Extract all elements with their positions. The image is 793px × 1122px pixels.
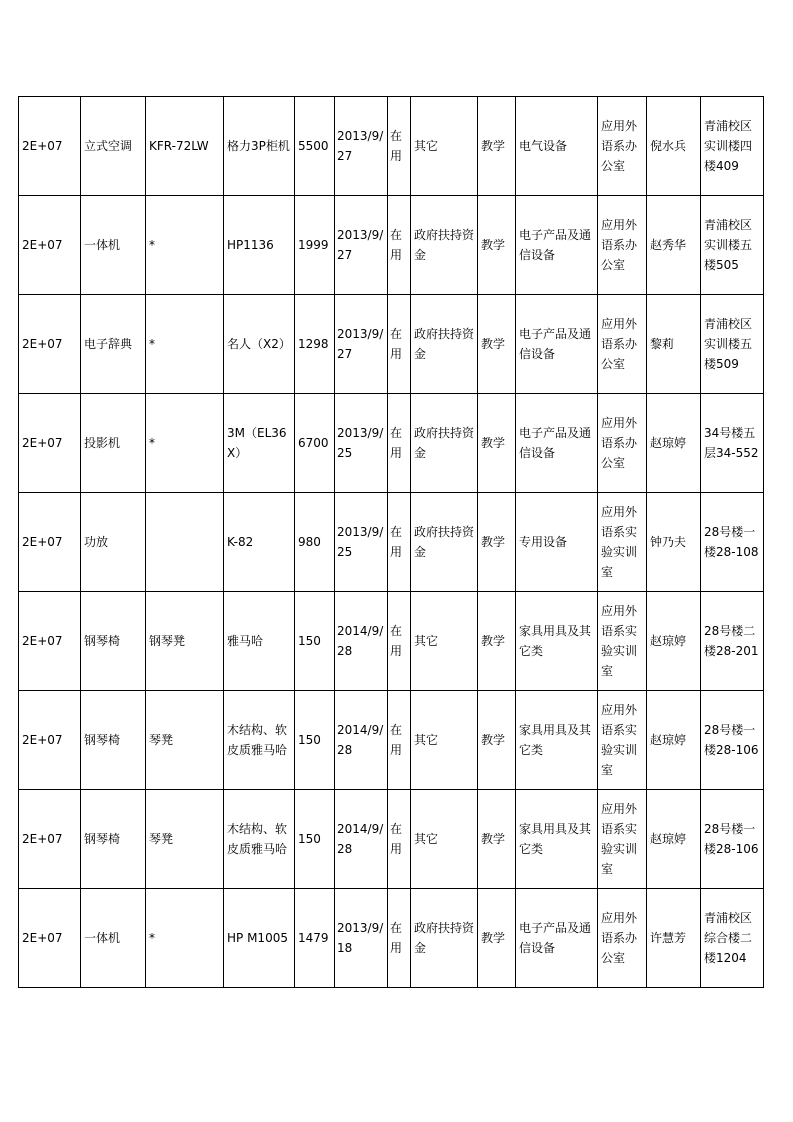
department-cell: 应用外语系办公室 — [598, 295, 647, 394]
asset-category-cell: * — [146, 394, 224, 493]
asset-category-cell: * — [146, 889, 224, 988]
asset-type-cell: 电气设备 — [516, 97, 598, 196]
asset-category-cell: * — [146, 196, 224, 295]
table-row — [19, 295, 764, 394]
keeper-cell: 赵琼婷 — [647, 592, 701, 691]
asset-type-cell: 家具用具及其它类 — [516, 790, 598, 889]
location-cell: 28号楼一楼28-106 — [701, 790, 764, 889]
asset-price-cell: 5500 — [295, 97, 335, 196]
asset-model-cell: 木结构、软皮质雅马哈 — [224, 691, 295, 790]
table-row — [19, 97, 764, 196]
asset-name-cell: 一体机 — [81, 889, 146, 988]
department-cell: 应用外语系实验实训室 — [598, 691, 647, 790]
asset-id-cell: 2E+07 — [19, 889, 81, 988]
asset-type-cell: 专用设备 — [516, 493, 598, 592]
asset-id-cell: 2E+07 — [19, 295, 81, 394]
asset-id-cell: 2E+07 — [19, 790, 81, 889]
table-row — [19, 394, 764, 493]
usage-cell: 教学 — [478, 295, 516, 394]
asset-name-cell: 投影机 — [81, 394, 146, 493]
status-cell: 在用 — [388, 889, 411, 988]
location-cell: 青浦校区实训楼五楼509 — [701, 295, 764, 394]
status-cell: 在用 — [388, 790, 411, 889]
asset-id-cell: 2E+07 — [19, 691, 81, 790]
purchase-date-cell: 2013/9/25 — [335, 394, 388, 493]
location-cell: 青浦校区实训楼四楼409 — [701, 97, 764, 196]
asset-type-cell: 电子产品及通信设备 — [516, 394, 598, 493]
location-cell: 28号楼一楼28-106 — [701, 691, 764, 790]
department-cell: 应用外语系实验实训室 — [598, 592, 647, 691]
department-cell: 应用外语系办公室 — [598, 97, 647, 196]
department-cell: 应用外语系办公室 — [598, 394, 647, 493]
usage-cell: 教学 — [478, 394, 516, 493]
purchase-date-cell: 2013/9/27 — [335, 196, 388, 295]
asset-model-cell: HP M1005 — [224, 889, 295, 988]
funding-cell: 其它 — [411, 691, 478, 790]
status-cell: 在用 — [388, 196, 411, 295]
usage-cell: 教学 — [478, 889, 516, 988]
purchase-date-cell: 2014/9/28 — [335, 592, 388, 691]
asset-id-cell: 2E+07 — [19, 592, 81, 691]
table-row — [19, 691, 764, 790]
asset-name-cell: 钢琴椅 — [81, 592, 146, 691]
funding-cell: 其它 — [411, 790, 478, 889]
keeper-cell: 赵琼婷 — [647, 394, 701, 493]
department-cell: 应用外语系实验实训室 — [598, 493, 647, 592]
keeper-cell: 倪水兵 — [647, 97, 701, 196]
funding-cell: 政府扶持资金 — [411, 889, 478, 988]
asset-price-cell: 6700 — [295, 394, 335, 493]
usage-cell: 教学 — [478, 97, 516, 196]
asset-price-cell: 980 — [295, 493, 335, 592]
asset-model-cell: HP1136 — [224, 196, 295, 295]
purchase-date-cell: 2014/9/28 — [335, 691, 388, 790]
purchase-date-cell: 2013/9/18 — [335, 889, 388, 988]
asset-price-cell: 1298 — [295, 295, 335, 394]
asset-name-cell: 立式空调 — [81, 97, 146, 196]
location-cell: 28号楼一楼28-108 — [701, 493, 764, 592]
asset-category-cell: 钢琴凳 — [146, 592, 224, 691]
asset-name-cell: 钢琴椅 — [81, 691, 146, 790]
keeper-cell: 赵秀华 — [647, 196, 701, 295]
table-row — [19, 592, 764, 691]
funding-cell: 其它 — [411, 592, 478, 691]
location-cell: 青浦校区实训楼五楼505 — [701, 196, 764, 295]
asset-model-cell: 名人（X2） — [224, 295, 295, 394]
purchase-date-cell: 2013/9/27 — [335, 295, 388, 394]
asset-model-cell: 雅马哈 — [224, 592, 295, 691]
asset-price-cell: 1479 — [295, 889, 335, 988]
asset-model-cell: 格力3P柜机 — [224, 97, 295, 196]
asset-category-cell: * — [146, 295, 224, 394]
asset-name-cell: 功放 — [81, 493, 146, 592]
purchase-date-cell: 2014/9/28 — [335, 790, 388, 889]
usage-cell: 教学 — [478, 790, 516, 889]
usage-cell: 教学 — [478, 691, 516, 790]
asset-price-cell: 150 — [295, 790, 335, 889]
keeper-cell: 许慧芳 — [647, 889, 701, 988]
asset-price-cell: 150 — [295, 691, 335, 790]
department-cell: 应用外语系实验实训室 — [598, 790, 647, 889]
status-cell: 在用 — [388, 493, 411, 592]
asset-type-cell: 家具用具及其它类 — [516, 592, 598, 691]
asset-model-cell: K-82 — [224, 493, 295, 592]
usage-cell: 教学 — [478, 196, 516, 295]
status-cell: 在用 — [388, 394, 411, 493]
asset-type-cell: 电子产品及通信设备 — [516, 196, 598, 295]
department-cell: 应用外语系办公室 — [598, 196, 647, 295]
asset-price-cell: 150 — [295, 592, 335, 691]
table-row — [19, 790, 764, 889]
purchase-date-cell: 2013/9/27 — [335, 97, 388, 196]
location-cell: 28号楼二楼28-201 — [701, 592, 764, 691]
keeper-cell: 赵琼婷 — [647, 790, 701, 889]
keeper-cell: 赵琼婷 — [647, 691, 701, 790]
asset-id-cell: 2E+07 — [19, 97, 81, 196]
asset-price-cell: 1999 — [295, 196, 335, 295]
asset-table — [18, 96, 764, 988]
asset-type-cell: 家具用具及其它类 — [516, 691, 598, 790]
funding-cell: 政府扶持资金 — [411, 196, 478, 295]
asset-id-cell: 2E+07 — [19, 196, 81, 295]
table-row — [19, 493, 764, 592]
usage-cell: 教学 — [478, 493, 516, 592]
status-cell: 在用 — [388, 592, 411, 691]
purchase-date-cell: 2013/9/25 — [335, 493, 388, 592]
asset-id-cell: 2E+07 — [19, 394, 81, 493]
department-cell: 应用外语系办公室 — [598, 889, 647, 988]
funding-cell: 政府扶持资金 — [411, 295, 478, 394]
funding-cell: 政府扶持资金 — [411, 394, 478, 493]
asset-model-cell: 木结构、软皮质雅马哈 — [224, 790, 295, 889]
table-row — [19, 196, 764, 295]
funding-cell: 其它 — [411, 97, 478, 196]
asset-name-cell: 钢琴椅 — [81, 790, 146, 889]
location-cell: 34号楼五层34-552 — [701, 394, 764, 493]
asset-category-cell: 琴凳 — [146, 691, 224, 790]
status-cell: 在用 — [388, 691, 411, 790]
status-cell: 在用 — [388, 97, 411, 196]
status-cell: 在用 — [388, 295, 411, 394]
usage-cell: 教学 — [478, 592, 516, 691]
table-row — [19, 889, 764, 988]
asset-name-cell: 一体机 — [81, 196, 146, 295]
asset-category-cell — [146, 493, 224, 592]
asset-type-cell: 电子产品及通信设备 — [516, 295, 598, 394]
asset-type-cell: 电子产品及通信设备 — [516, 889, 598, 988]
asset-model-cell: 3M（EL36X） — [224, 394, 295, 493]
funding-cell: 政府扶持资金 — [411, 493, 478, 592]
asset-category-cell: KFR-72LW — [146, 97, 224, 196]
asset-category-cell: 琴凳 — [146, 790, 224, 889]
asset-name-cell: 电子辞典 — [81, 295, 146, 394]
asset-id-cell: 2E+07 — [19, 493, 81, 592]
keeper-cell: 黎莉 — [647, 295, 701, 394]
location-cell: 青浦校区综合楼二楼1204 — [701, 889, 764, 988]
keeper-cell: 钟乃夫 — [647, 493, 701, 592]
